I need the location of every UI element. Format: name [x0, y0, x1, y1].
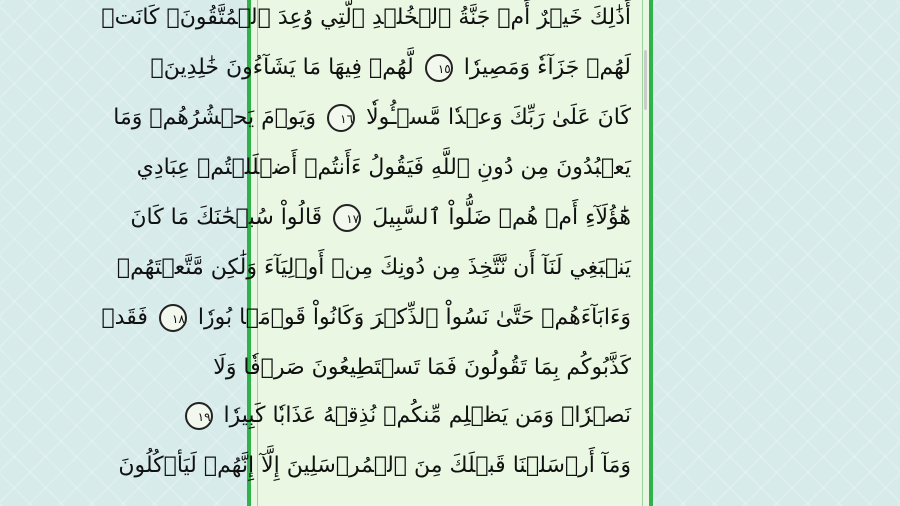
verse-text: كَذَّبُوكُم بِمَا تَقُولُونَ فَمَا تَسۡتَطِيعُونَ صَرۡفٗا وَلَا — [213, 355, 631, 380]
verse-text: وَءَابَآءَهُمۡ حَتَّىٰ نَسُواْ ٱلذِّكۡرَ وَكَانُواْ قَوۡمَۢا بُورٗا — [197, 305, 631, 330]
verse-text: لَّهُمۡ فِيهَا مَا يَشَآءُونَ خَٰلِدِينَۚ — [150, 55, 414, 80]
verse-line-2 — [150, 44, 631, 92]
verse-text: يَنۢبَغِي لَنَآ أَن نَّتَّخِذَ مِن دُونِكَ مِنۡ أَوۡلِيَآءَ وَلَٰكِن مَّتَّعۡتَهُمۡ — [116, 255, 631, 280]
verse-text: يَعۡبُدُونَ مِن دُونِ ٱللَّهِ فَيَقُولُ ءَأَنتُمۡ أَضۡلَلۡتُمۡ عِبَادِي — [136, 155, 631, 180]
verse-line-8 — [213, 344, 631, 392]
verse-text: وَيَوۡمَ يَحۡشُرُهُمۡ وَمَا — [113, 105, 317, 130]
verse-line-4 — [136, 144, 631, 192]
verse-line-7 — [101, 294, 631, 342]
verse-line-3 — [113, 94, 631, 142]
mushaf-page — [101, 0, 653, 506]
verse-line-6 — [116, 244, 631, 292]
verse-text: لَهُمۡ جَزَآءٗ وَمَصِيرٗا — [463, 55, 631, 80]
verse-text: أَذَٰلِكَ خَيۡرٌ أَمۡ جَنَّةُ ٱلۡخُلۡدِ ٱلَّتِي وُعِدَ ٱلۡمُتَّقُونَۚ كَانَتۡ — [101, 5, 631, 30]
scrollbar-thumb[interactable] — [644, 50, 647, 110]
verse-text: كَانَ عَلَىٰ رَبِّكَ وَعۡدٗا مَّسۡـُٔولٗا — [366, 105, 631, 130]
ayah-number-marker: ١٨ — [159, 304, 187, 332]
verse-text: قَالُواْ سُبۡحَٰنَكَ مَا كَانَ — [130, 205, 323, 230]
ayah-number-marker: ١٩ — [185, 402, 213, 430]
verse-text: نَصۡرٗاۚ وَمَن يَظۡلِم مِّنكُمۡ نُذِقۡهُ عَذَابٗا كَبِيرٗا — [223, 403, 631, 428]
verse-line-10 — [118, 442, 631, 490]
ayah-number-marker: ١٦ — [327, 104, 355, 132]
verse-text: وَمَآ أَرۡسَلۡنَا قَبۡلَكَ مِنَ ٱلۡمُرۡسَلِينَ إِلَّآ إِنَّهُمۡ لَيَأۡكُلُونَ — [118, 453, 631, 478]
verse-text: فَقَدۡ — [101, 305, 148, 330]
verse-text: هَٰٓؤُلَآءِ أَمۡ هُمۡ ضَلُّواْ ٱلسَّبِيلَ — [372, 205, 631, 230]
ayah-number-marker: ١٥ — [425, 54, 453, 82]
verse-line-1 — [101, 0, 631, 42]
ayah-number-marker: ١٧ — [333, 204, 361, 232]
verse-line-5 — [130, 194, 631, 242]
verse-line-9 — [197, 392, 631, 440]
